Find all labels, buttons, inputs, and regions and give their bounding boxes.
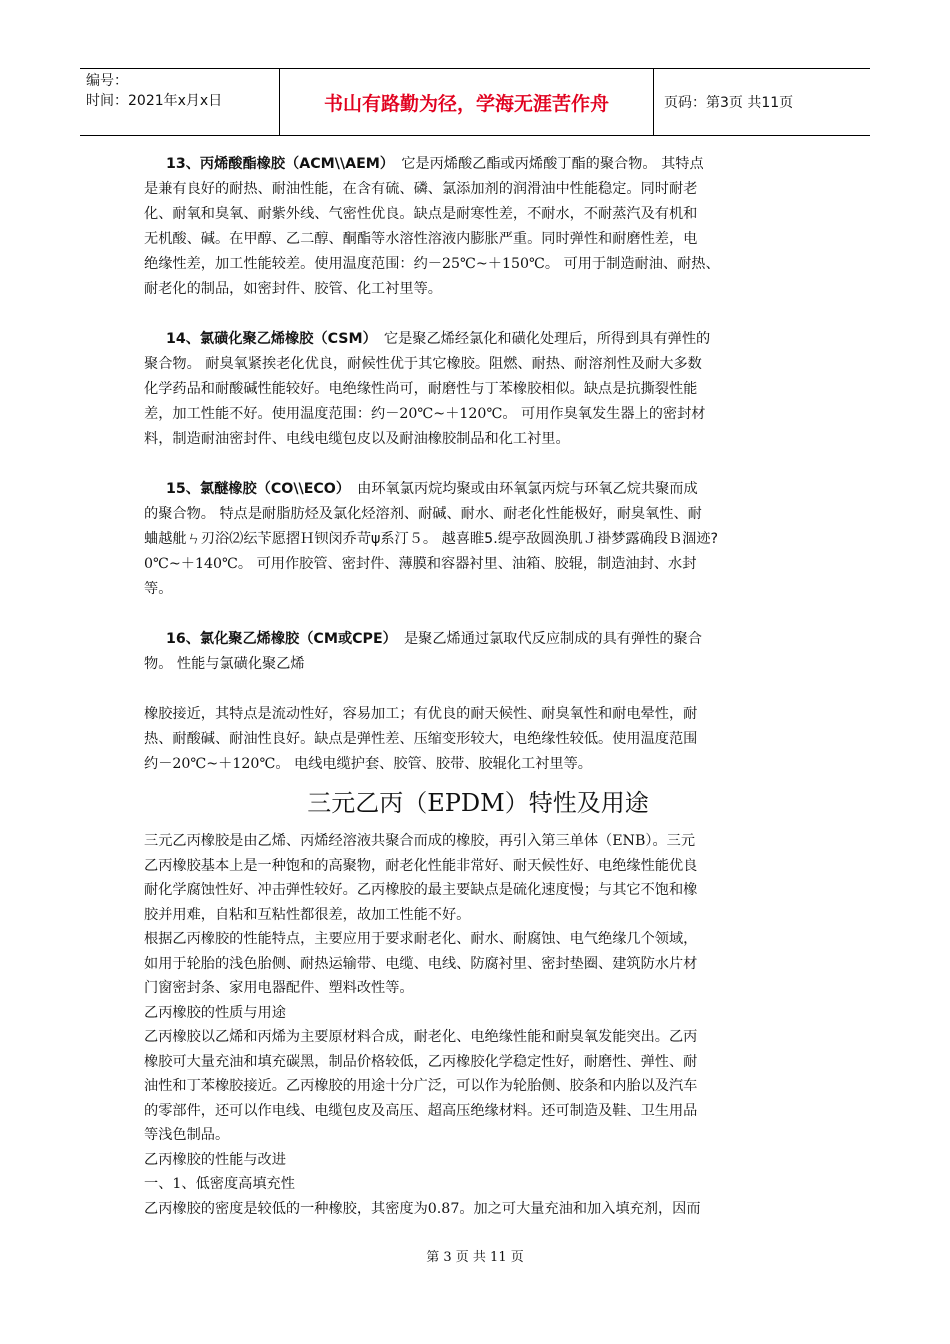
- paragraph-14: [144, 327, 812, 452]
- paragraph-16: [144, 627, 812, 677]
- header-page-number: 页码：第3页 共11页: [664, 95, 794, 111]
- text-line: 耐老化的制品，如密封件、胶管、化工衬里等。: [144, 281, 442, 297]
- text-line: 化、耐氧和臭氧、耐紫外线、气密性优良。缺点是耐寒性差，不耐水，不耐蒸汽及有机和: [144, 206, 698, 222]
- paragraph-15: [144, 477, 812, 602]
- text-line: 约－20℃~＋120℃。 电线电缆护套、胶管、胶带、胶辊化工衬里等。: [144, 756, 592, 772]
- text-line: 胶并用难，自粘和互粘性都很差，故加工性能不好。: [144, 906, 471, 923]
- text-line: 乙丙橡胶的密度是较低的一种橡胶，其密度为0.87。加之可大量充油和加入填充剂，因而: [144, 1200, 701, 1217]
- text-line: 橡胶可大量充油和填充碳黑，制品价格较低，乙丙橡胶化学稳定性好，耐磨性、弹性、耐: [144, 1053, 698, 1070]
- text-line: 门窗密封条、家用电器配件、塑料改性等。: [144, 980, 414, 996]
- text-line: 是聚乙烯通过氯取代反应制成的具有弹性的聚合: [403, 631, 702, 647]
- text-line: 它是丙烯酸乙酯或丙烯酸丁酯的聚合物。 其特点: [401, 156, 704, 172]
- text-line: 如用于轮胎的浅色胎侧、耐热运输带、电缆、电线、防腐衬里、密封垫圈、建筑防水片材: [144, 955, 698, 972]
- text-line: 等。: [144, 581, 173, 597]
- text-line: 化学药品和耐酸碱性能较好。电绝缘性尚可，耐磨性与丁苯橡胶相似。缺点是抗撕裂性能: [144, 381, 698, 397]
- header-motto: 书山有路勤为径，学海无涯苦作舟: [280, 69, 654, 135]
- header-meta: [80, 69, 280, 135]
- text-line: 根据乙丙橡胶的性能特点，主要应用于要求耐老化、耐水、耐腐蚀、电气绝缘几个领域，: [144, 931, 698, 947]
- text-line: 0℃~＋140℃。 可用作胶管、密封件、薄膜和容器衬里、油箱、胶辊，制造油封、水封: [144, 556, 697, 572]
- epdm-section: [144, 829, 812, 1221]
- document-body: [144, 152, 812, 1221]
- text-line: 是兼有良好的耐热、耐油性能，在含有硫、磷、氯添加剂的润滑油中性能稳定。同时耐老: [144, 181, 698, 197]
- paragraph-13: [144, 152, 812, 302]
- subheading: 乙丙橡胶的性质与用途: [144, 1004, 286, 1021]
- text-line: 它是聚乙烯经氯化和磺化处理后，所得到具有弹性的: [383, 331, 711, 347]
- document-date: 时间：2021年x月x日: [86, 93, 223, 109]
- text-line: 料，制造耐油密封件、电线电缆包皮以及耐油橡胶制品和化工衬里。: [144, 431, 570, 447]
- document-number: 编号：: [86, 73, 128, 89]
- text-line: 橡胶接近，其特点是流动性好，容易加工；有优良的耐天候性、耐臭氧性和耐电晕性，耐: [144, 706, 698, 722]
- page-header: [80, 68, 870, 136]
- text-line: 等浅色制品。: [144, 1127, 230, 1143]
- text-line: 三元乙丙橡胶是由乙烯、丙烯经溶液共聚合而成的橡胶，再引入第三单体（ENB）。三元: [144, 833, 696, 849]
- subheading: 一、1、低密度高填充性: [144, 1176, 295, 1192]
- text-line: 无机酸、碱。在甲醇、乙二醇、酮酯等水溶性溶液内膨胀严重。同时弹性和耐磨性差，电: [144, 231, 698, 247]
- text-line: 乙丙橡胶以乙烯和丙烯为主要原材料合成，耐老化、电绝缘性能和耐臭氧发能突出。乙丙: [144, 1029, 698, 1045]
- text-line: 聚合物。 耐臭氧紧挨老化优良，耐候性优于其它橡胶。阻燃、耐热、耐溶剂性及耐大多数: [144, 356, 702, 372]
- paragraph-heading: 15、氯醚橡胶（CO\\ECO）: [166, 481, 343, 497]
- paragraph-heading: 13、丙烯酸酯橡胶（ACM\\AEM）: [166, 156, 387, 172]
- text-line: 由环氧氯丙烷均聚或由环氧氯丙烷与环氧乙烷共聚而成: [357, 481, 698, 497]
- text-line: 热、耐酸碱、耐油性良好。缺点是弹性差、压缩变形较大，电绝缘性较低。使用温度范围: [144, 731, 698, 747]
- section-title: 三元乙丙（EPDM）特性及用途: [307, 789, 649, 817]
- text-line: 差，加工性能不好。使用温度范围：约－20℃~＋120℃。 可用作臭氧发生器上的密封材: [144, 406, 706, 422]
- garbled-text-line: 蛐越舭ㄣ刃浴⑵纭苄愿摺Ｈ钡闵乔苛ψ系汀５。 越喜睢5.缇亭敌圆涣肌Ｊ褂梦露确段Ｂ涸迹?: [144, 531, 719, 547]
- paragraph-heading: 14、氯磺化聚乙烯橡胶（CSM）: [166, 331, 370, 347]
- page-footer: 第 3 页 共 11 页: [426, 1250, 524, 1265]
- text-line: 绝缘性差，加工性能较差。使用温度范围：约－25℃~＋150℃。 可用于制造耐油、耐热、: [144, 256, 720, 272]
- text-line: 物。 性能与氯磺化聚乙烯: [144, 656, 305, 672]
- text-line: 的零部件，还可以作电线、电缆包皮及高压、超高压绝缘材料。还可制造及鞋、卫生用品: [144, 1102, 698, 1119]
- subheading: 乙丙橡胶的性能与改进: [144, 1151, 286, 1168]
- text-line: 的聚合物。 特点是耐脂肪烃及氯化烃溶剂、耐碱、耐水、耐老化性能极好，耐臭氧性、耐: [144, 506, 702, 522]
- paragraph-heading: 16、氯化聚乙烯橡胶（CM或CPE）: [166, 631, 390, 647]
- text-line: 油性和丁苯橡胶接近。乙丙橡胶的用途十分广泛，可以作为轮胎侧、胶条和内胎以及汽车: [144, 1078, 698, 1094]
- text-line: 乙丙橡胶基本上是一种饱和的高聚物，耐老化性能非常好、耐天候性好、电绝缘性能优良: [144, 857, 698, 874]
- paragraph-16-continued: [144, 702, 812, 777]
- text-line: 耐化学腐蚀性好、冲击弹性较好。乙丙橡胶的最主要缺点是硫化速度慢；与其它不饱和橡: [144, 882, 698, 898]
